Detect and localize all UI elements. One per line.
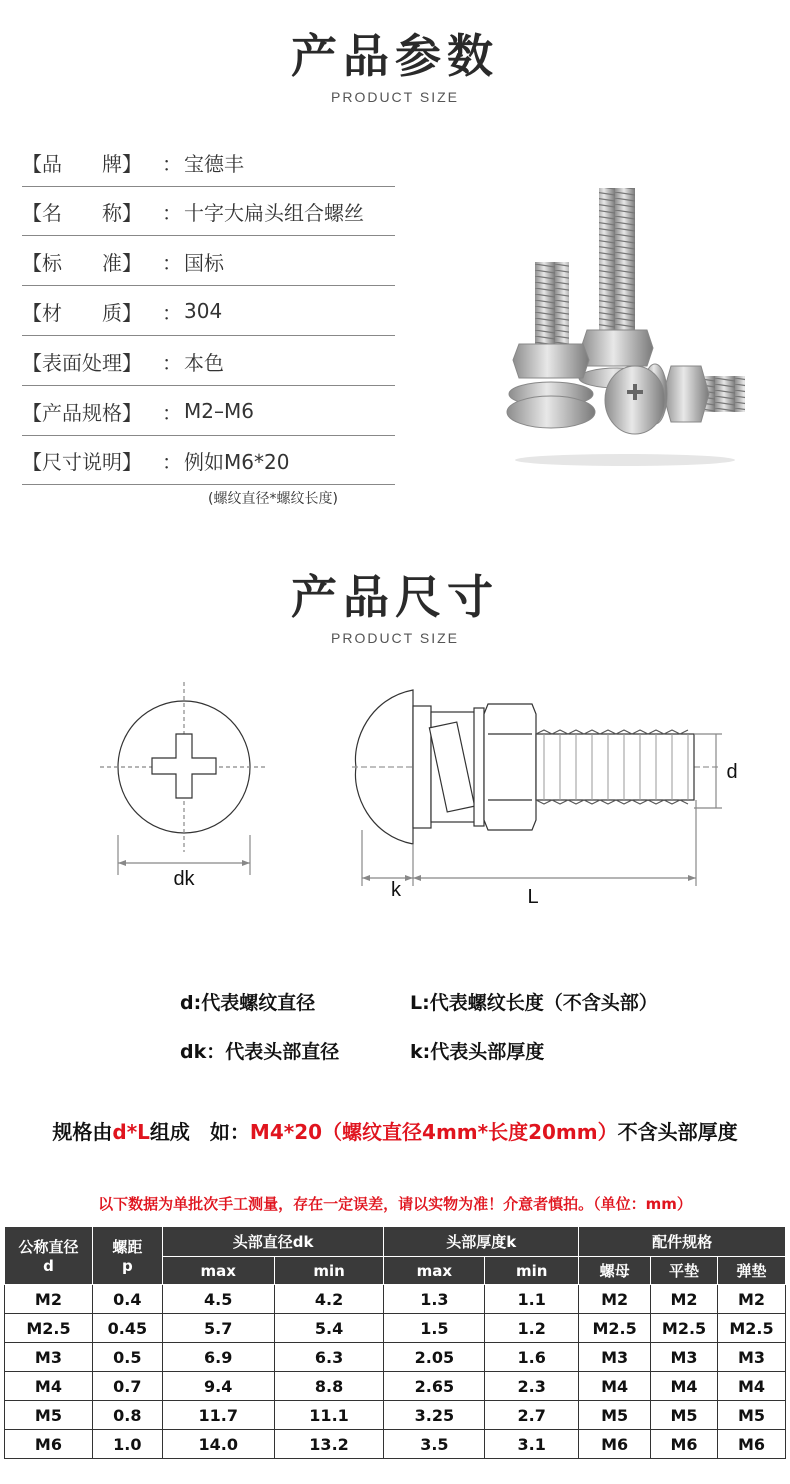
cell: M3: [579, 1343, 651, 1372]
cell: M4: [718, 1372, 786, 1401]
legend-k: k:代表头部厚度: [410, 1041, 545, 1063]
cell: M2: [5, 1285, 93, 1314]
section-subtitle-params: PRODUCT SIZE: [331, 89, 459, 105]
cell: 2.7: [485, 1401, 579, 1430]
cell: M6: [5, 1430, 93, 1459]
cell: M4: [579, 1372, 651, 1401]
param-value: 宝德丰: [184, 151, 244, 176]
cell: 11.7: [162, 1401, 274, 1430]
cell: M6: [579, 1430, 651, 1459]
cell: 4.5: [162, 1285, 274, 1314]
label-L: L: [527, 886, 539, 908]
screw-side-view: [352, 690, 722, 886]
cell: M3: [5, 1343, 93, 1372]
legend-d: d:代表螺纹直径: [180, 992, 316, 1014]
param-colon: ：: [162, 400, 182, 425]
param-note: (螺纹直径*螺纹长度): [208, 491, 338, 507]
cell: M2: [651, 1285, 718, 1314]
cell: 6.3: [274, 1343, 384, 1372]
param-colon: ：: [162, 200, 182, 225]
header-dk: 头部直径dk: [162, 1227, 384, 1257]
spec-table: [4, 1226, 786, 1459]
cell: 8.8: [274, 1372, 384, 1401]
header-p-symbol: p: [121, 1257, 133, 1275]
cell: 3.25: [384, 1401, 485, 1430]
section-subtitle-size: PRODUCT SIZE: [331, 630, 459, 646]
param-colon: ：: [162, 250, 182, 275]
cell: M2.5: [579, 1314, 651, 1343]
cell: 2.3: [485, 1372, 579, 1401]
section-title-size: 产品尺寸: [291, 570, 499, 624]
measurement-warning: 以下数据为单批次手工测量，存在一定误差，请以实物为准！介意者慎拍。（单位：mm）: [98, 1195, 692, 1213]
param-label: 【品 牌】: [22, 151, 142, 176]
param-row-standard: [22, 237, 395, 286]
param-colon: ：: [162, 350, 182, 375]
header-d-symbol: d: [43, 1257, 54, 1275]
head-top-view: [100, 682, 268, 875]
table-row: [5, 1343, 786, 1372]
table-row: [5, 1401, 786, 1430]
param-value: 例如M6*20: [184, 449, 290, 474]
product-photo: [495, 180, 765, 470]
param-label: 【尺寸说明】: [22, 449, 142, 474]
cell: 0.45: [92, 1314, 162, 1343]
param-row-brand: [22, 138, 395, 187]
cell: 1.0: [92, 1430, 162, 1459]
param-value: 十字大扁头组合螺丝: [184, 200, 364, 225]
label-dk: dk: [173, 868, 195, 890]
cell: M2.5: [651, 1314, 718, 1343]
legend-dk: dk：代表头部直径: [180, 1041, 340, 1063]
param-colon: ：: [162, 151, 182, 176]
param-colon: ：: [162, 300, 182, 325]
cell: 2.65: [384, 1372, 485, 1401]
spec-part-2: d*L: [112, 1120, 150, 1144]
subheader-k-min: min: [485, 1257, 579, 1285]
header-k: 头部厚度k: [384, 1227, 579, 1257]
header-p: [92, 1227, 162, 1285]
subheader-nut: 螺母: [579, 1257, 651, 1285]
spec-part-3: 组成 如：: [149, 1120, 250, 1144]
param-row-spec: [22, 387, 395, 436]
cell: M5: [5, 1401, 93, 1430]
cell: 1.2: [485, 1314, 579, 1343]
cell: M5: [579, 1401, 651, 1430]
param-label: 【表面处理】: [22, 350, 142, 375]
param-label: 【产品规格】: [22, 400, 142, 425]
cell: 1.6: [485, 1343, 579, 1372]
cell: M2.5: [718, 1314, 786, 1343]
cell: 0.8: [92, 1401, 162, 1430]
cell: 5.4: [274, 1314, 384, 1343]
param-label: 【名 称】: [22, 200, 142, 225]
spec-explanation: [0, 1116, 790, 1145]
table-row: [5, 1285, 786, 1314]
header-d: [5, 1227, 93, 1285]
subheader-spring-washer: 弹垫: [718, 1257, 786, 1285]
subheader-dk-max: max: [162, 1257, 274, 1285]
param-label: 【材 质】: [22, 300, 142, 325]
cell: M2: [579, 1285, 651, 1314]
cell: 11.1: [274, 1401, 384, 1430]
cell: 6.9: [162, 1343, 274, 1372]
table-row: [5, 1372, 786, 1401]
param-value: M2–M6: [184, 399, 254, 423]
cell: 1.3: [384, 1285, 485, 1314]
spec-part-1: 规格由: [52, 1120, 113, 1144]
param-label: 【标 准】: [22, 250, 142, 275]
spec-part-4: M4*20（螺纹直径4mm*长度20mm）: [249, 1120, 618, 1144]
cell: 9.4: [162, 1372, 274, 1401]
spec-part-5: 不含头部厚度: [617, 1120, 738, 1144]
cell: 0.5: [92, 1343, 162, 1372]
param-value: 国标: [184, 250, 224, 275]
param-value: 304: [184, 299, 223, 323]
cell: 4.2: [274, 1285, 384, 1314]
cell: M6: [651, 1430, 718, 1459]
cell: M3: [718, 1343, 786, 1372]
subheader-dk-min: min: [274, 1257, 384, 1285]
label-d: d: [726, 761, 738, 783]
cell: 3.1: [485, 1430, 579, 1459]
subheader-flat-washer: 平垫: [651, 1257, 718, 1285]
cell: 1.5: [384, 1314, 485, 1343]
cell: 2.05: [384, 1343, 485, 1372]
header-p-label: 螺距: [112, 1238, 143, 1256]
header-d-label: 公称直径: [18, 1238, 79, 1256]
cell: M4: [651, 1372, 718, 1401]
table-row: [5, 1430, 786, 1459]
dimension-diagram: [0, 670, 790, 920]
param-row-name: [22, 187, 395, 236]
legend-L: L:代表螺纹长度（不含头部）: [410, 992, 658, 1014]
label-k: k: [391, 879, 401, 901]
param-colon: ：: [162, 449, 182, 474]
cell: 13.2: [274, 1430, 384, 1459]
cell: 5.7: [162, 1314, 274, 1343]
cell: M6: [718, 1430, 786, 1459]
cell: M2: [718, 1285, 786, 1314]
cell: M3: [651, 1343, 718, 1372]
param-row-surface: [22, 337, 395, 386]
cell: M5: [718, 1401, 786, 1430]
cell: M2.5: [5, 1314, 93, 1343]
param-row-material: [22, 287, 395, 336]
table-row: [5, 1314, 786, 1343]
param-value: 本色: [184, 350, 224, 375]
cell: 0.7: [92, 1372, 162, 1401]
table-header-row: [5, 1227, 786, 1257]
cell: 0.4: [92, 1285, 162, 1314]
header-accessories: 配件规格: [579, 1227, 786, 1257]
section-title-params: 产品参数: [291, 29, 499, 83]
cell: M4: [5, 1372, 93, 1401]
cell: 14.0: [162, 1430, 274, 1459]
param-row-size: [22, 436, 395, 485]
cell: M5: [651, 1401, 718, 1430]
cell: 3.5: [384, 1430, 485, 1459]
cell: 1.1: [485, 1285, 579, 1314]
subheader-k-max: max: [384, 1257, 485, 1285]
